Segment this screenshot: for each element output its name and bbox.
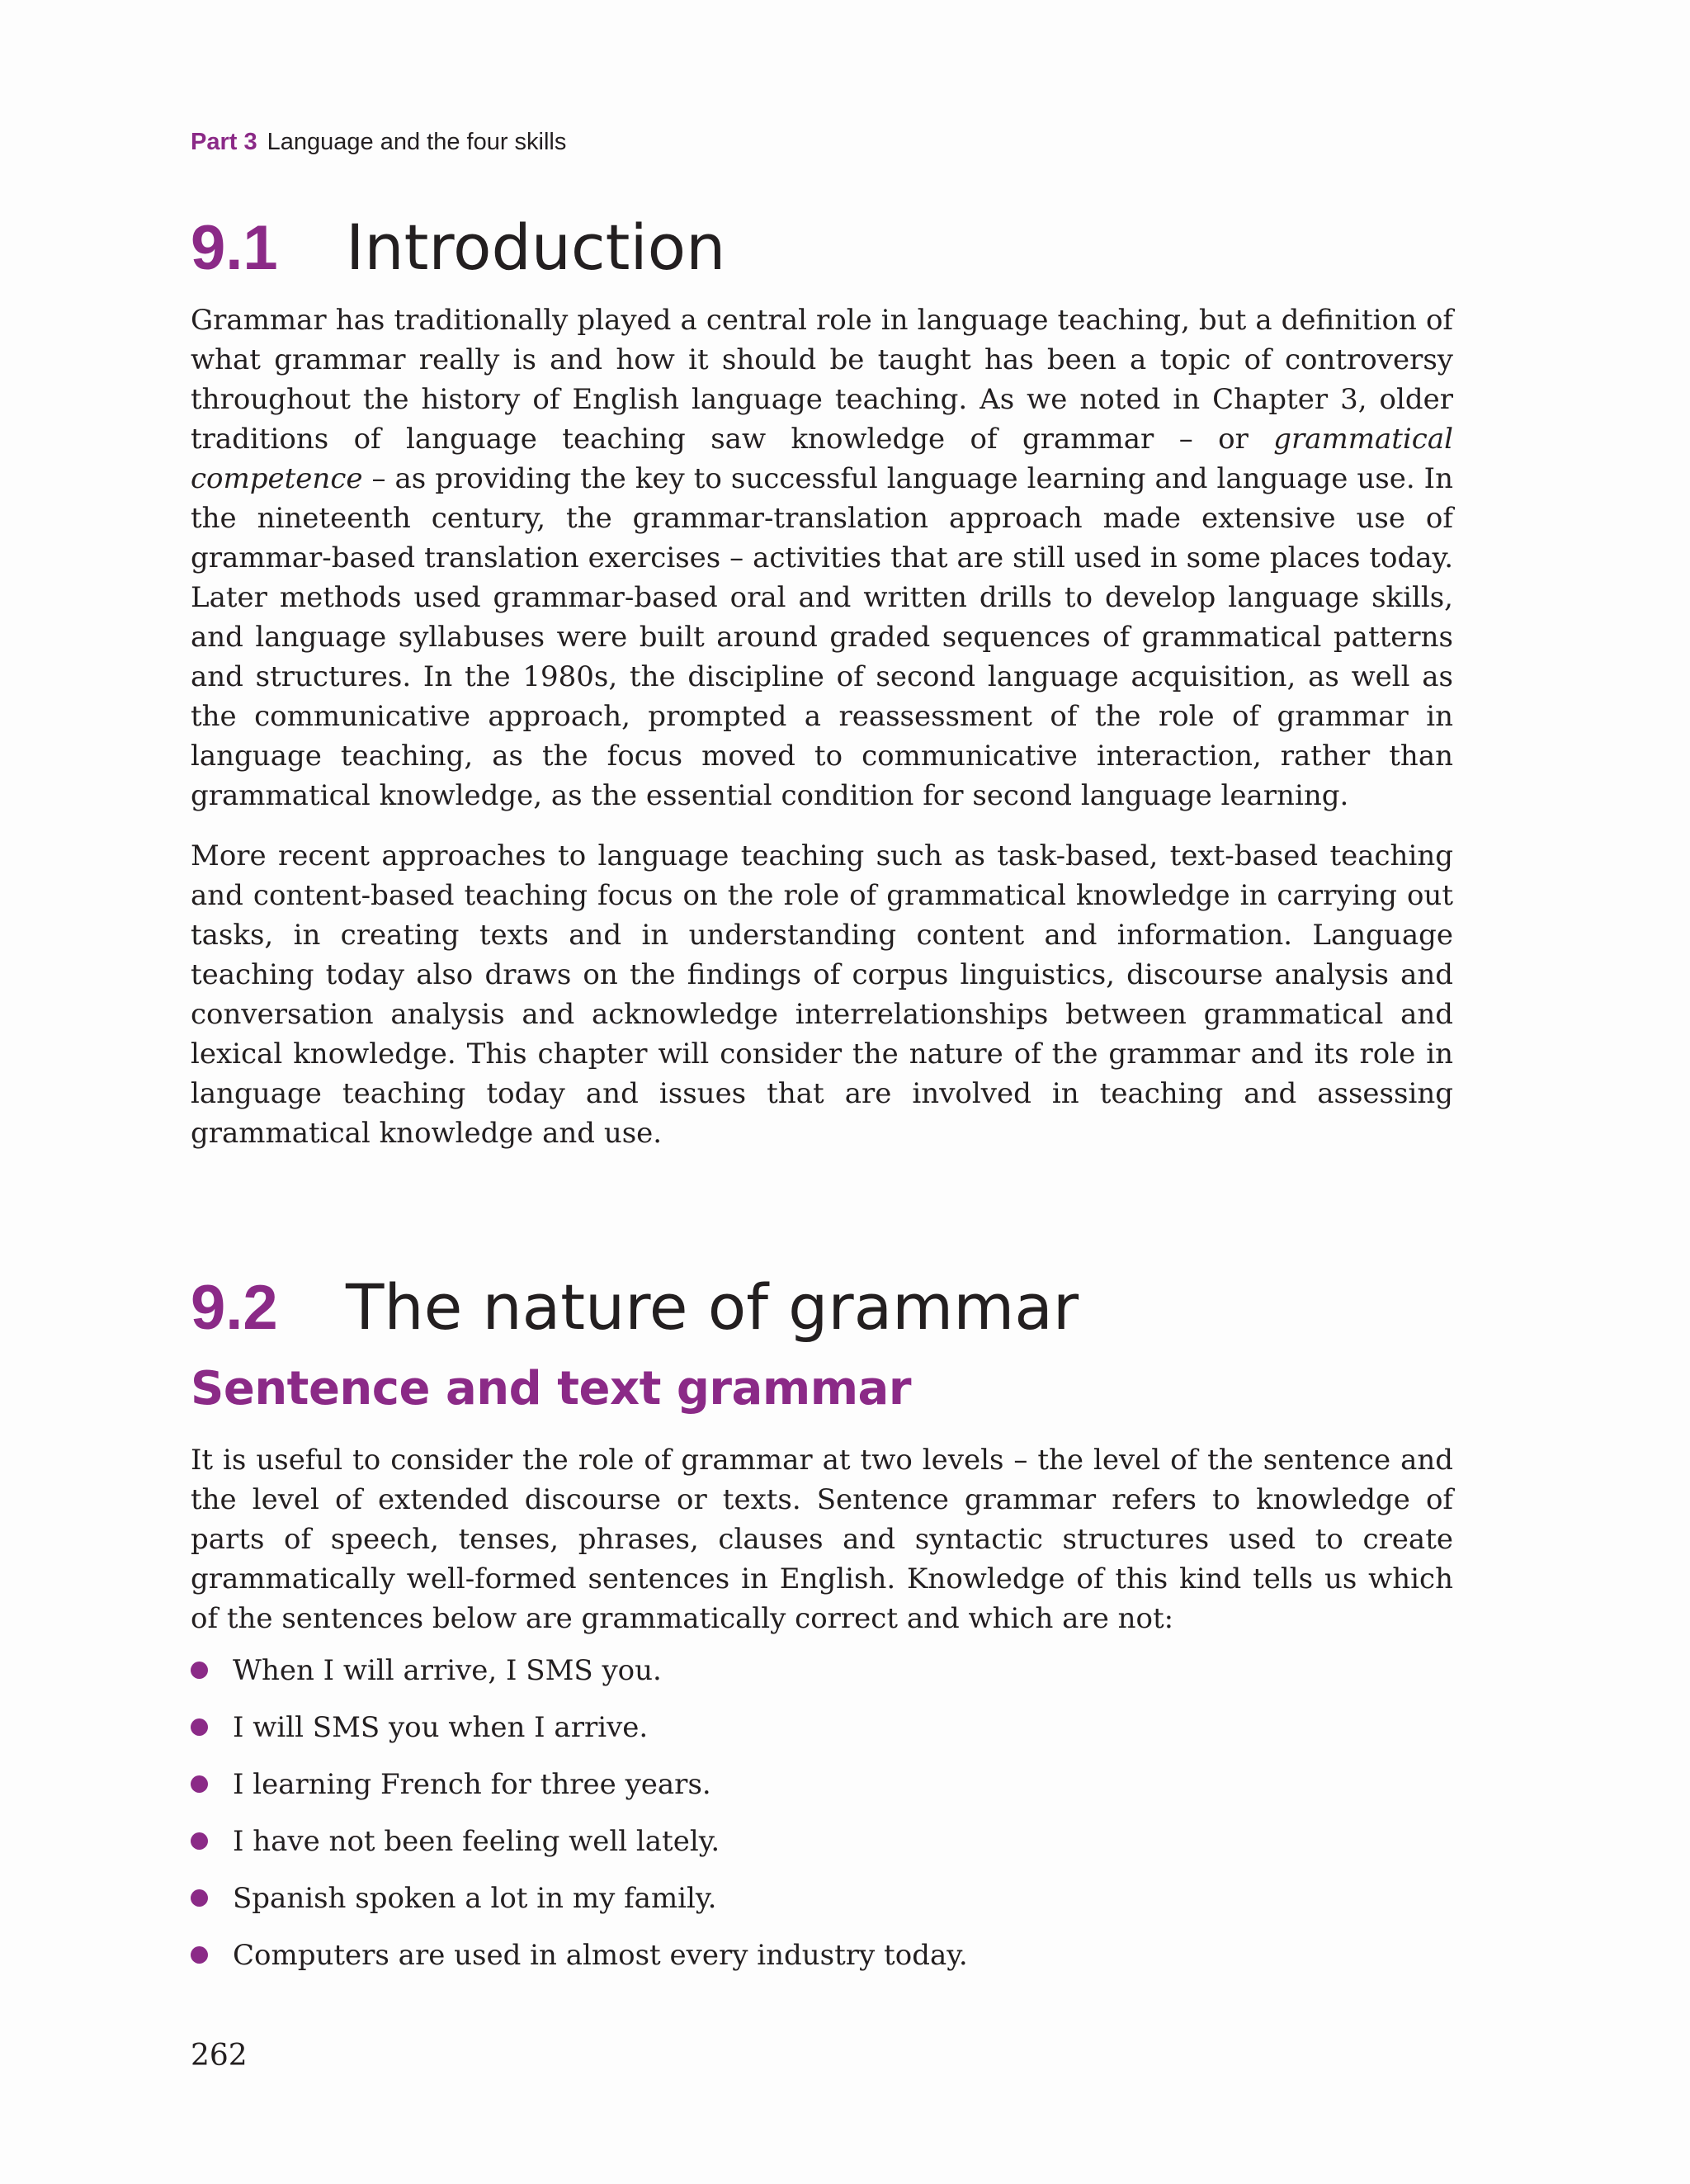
bullet-icon bbox=[191, 1775, 208, 1793]
list-item bbox=[191, 1651, 968, 1708]
section-title: The nature of grammar bbox=[346, 1270, 1079, 1344]
example-sentence: I have not been feeling well lately. bbox=[233, 1825, 720, 1858]
grammar-paragraph-1: It is useful to consider the role of grammar at two levels – the level of the sentence and the level of extended discourse or texts. Sentence grammar refers to knowledge of parts of speech, tenses, phrases, clauses and syntactic structures used to create grammatically well-formed sentences in English. Knowledge of this kind tells us which of the sentences below are grammatically correct and which are not: bbox=[191, 1444, 1453, 1635]
example-sentence-list bbox=[191, 1651, 968, 1993]
list-item bbox=[191, 1765, 968, 1822]
example-sentence: Spanish spoken a lot in my family. bbox=[233, 1882, 717, 1915]
running-head-part: Part 3 bbox=[191, 129, 257, 155]
example-sentence: I will SMS you when I arrive. bbox=[233, 1711, 649, 1744]
intro-paragraph-1-text-b: – as providing the key to successful language learning and language use. In the nineteenth century, the grammar-translation approach made extensive use of grammar-based translation exercises – activities that are still used in some places today. Later methods used grammar-based oral and written drills to develop language skills, and language syllabuses were built around graded sequences of grammatical patterns and structures. In the 1980s, the discipline of second language acquisition, as well as the communicative approach, prompted a reassessment of the role of grammar in language teaching, as the focus moved to communicative interaction, rather than grammatical knowledge, as the essential condition for second language learning. bbox=[191, 462, 1453, 812]
bullet-icon bbox=[191, 1662, 208, 1679]
running-head-title: Language and the four skills bbox=[267, 129, 567, 155]
section-number: 9.1 bbox=[191, 213, 278, 283]
intro-paragraph-1-text-a: Grammar has traditionally played a central role in language teaching, but a definition of what grammar really is and how it should be taught has been a topic of controversy throughout the history of English language teaching. As we noted in Chapter 3, older traditions of language teaching saw knowledge of grammar – or bbox=[191, 304, 1453, 456]
section-heading-nature-of-grammar bbox=[191, 1270, 1079, 1344]
subheading-sentence-and-text-grammar: Sentence and text grammar bbox=[191, 1362, 911, 1416]
page-number: 262 bbox=[191, 2039, 248, 2073]
bullet-icon bbox=[191, 1946, 208, 1964]
section-heading-introduction bbox=[191, 210, 726, 284]
example-sentence: I learning French for three years. bbox=[233, 1768, 711, 1801]
list-item bbox=[191, 1879, 968, 1936]
bullet-icon bbox=[191, 1889, 208, 1907]
section-title: Introduction bbox=[346, 210, 726, 284]
example-sentence: Computers are used in almost every industry today. bbox=[233, 1939, 968, 1972]
bullet-icon bbox=[191, 1832, 208, 1850]
section-number: 9.2 bbox=[191, 1273, 278, 1343]
bullet-icon bbox=[191, 1718, 208, 1736]
example-sentence: When I will arrive, I SMS you. bbox=[233, 1654, 662, 1687]
running-head bbox=[191, 129, 566, 156]
intro-paragraph-1 bbox=[191, 300, 1453, 815]
list-item bbox=[191, 1936, 968, 1993]
intro-paragraph-1-italic-term: grammatical competence bbox=[191, 423, 1453, 495]
list-item bbox=[191, 1708, 968, 1765]
intro-paragraph-2: More recent approaches to language teaching such as task-based, text-based teaching and content-based teaching focus on the role of grammatical knowledge in carrying out tasks, in creating texts and in understanding content and information. Language teaching today also draws on the findings of corpus linguistics, discourse analysis and conversation analysis and acknowledge interrelationships between grammatical and lexical knowledge. This chapter will consider the nature of the grammar and its role in language teaching today and issues that are involved in teaching and assessing grammatical knowledge and use. bbox=[191, 839, 1453, 1150]
list-item bbox=[191, 1822, 968, 1879]
